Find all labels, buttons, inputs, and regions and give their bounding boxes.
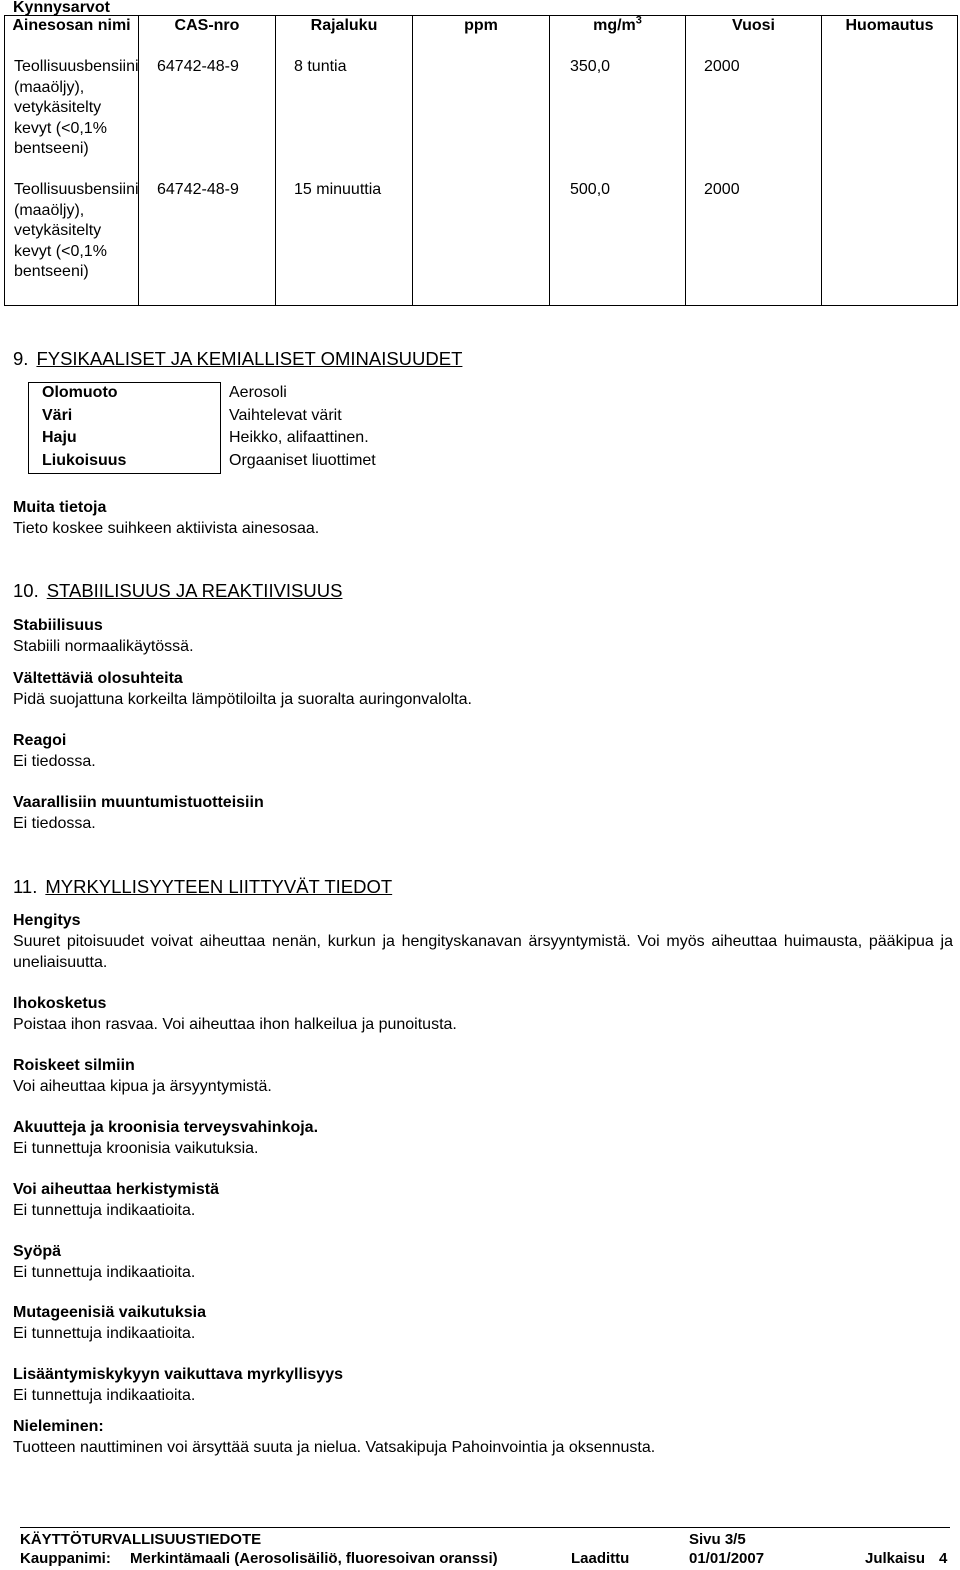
col-header-mgm3 (550, 16, 686, 58)
col-header-cas: CAS-nro (139, 16, 276, 58)
item-text: Ei tunnettuja kroonisia vaikutuksia. (13, 1140, 259, 1157)
item-text: Suuret pitoisuudet voivat aiheuttaa nenän, kurkun ja hengityskanavan ärsyyntymistä. Voi myös aiheuttaa huimausta, pääkipua ja uneliaisuutta. (13, 933, 953, 971)
cell-note (822, 171, 958, 305)
cell-name: Teollisuusbensiini (maaöljy), vetykäsitelty kevyt (<0,1% bentseeni) (5, 171, 139, 305)
item-text: Ei tunnettuja indikaatioita. (13, 1264, 196, 1281)
property-row (28, 382, 548, 405)
col-header-mgm3-text: mg/m (593, 17, 636, 34)
section-11-item (13, 1055, 953, 1097)
cell-year: 2000 (686, 57, 822, 171)
section-11-item (13, 1179, 953, 1221)
section-heading: STABIILISUUS JA REAKTIIVISUUS (46, 580, 343, 601)
cell-limit: 15 minuuttia (276, 171, 413, 305)
property-label: Väri (42, 406, 73, 424)
col-header-note: Huomautus (822, 16, 958, 58)
property-value: Aerosoli (229, 384, 287, 401)
item-text: Ei tunnettuja indikaatioita. (13, 1387, 196, 1404)
page-footer (20, 1527, 950, 1570)
item-text: Poistaa ihon rasvaa. Voi aiheuttaa ihon halkeilua ja punoitusta. (13, 1016, 457, 1033)
property-value: Heikko, alifaattinen. (229, 429, 369, 446)
item-heading: Syöpä (13, 1243, 62, 1260)
property-value: Orgaaniset liuottimet (229, 451, 376, 469)
section-heading: MYRKYLLISYYTEEN LIITTYVÄT TIEDOT (45, 876, 393, 897)
footer-doc-type: KÄYTTÖTURVALLISUUSTIEDOTE (20, 1531, 262, 1548)
property-label: Olomuoto (42, 384, 118, 401)
item-heading: Ihokosketus (13, 995, 107, 1012)
item-text: Tuotteen nauttiminen voi ärsyttää suuta ja nielua. Vatsakipuja Pahoinvointia ja oksennusta. (13, 1439, 656, 1456)
footer-prepared-label: Laadittu (571, 1550, 630, 1567)
item-heading: Mutageenisiä vaikutuksia (13, 1304, 206, 1321)
cell-ppm (413, 57, 550, 171)
section-10-title (13, 580, 342, 602)
property-row (28, 427, 548, 450)
cell-cas: 64742-48-9 (139, 171, 276, 305)
section-11-item (13, 1241, 953, 1283)
section-11-item (13, 910, 953, 973)
col-header-mgm3-sup: 3 (635, 14, 642, 27)
item-heading: Hengitys (13, 912, 81, 929)
item-text: Voi aiheuttaa kipua ja ärsyyntymistä. (13, 1078, 272, 1095)
physical-properties (28, 382, 548, 472)
cell-note (822, 57, 958, 171)
property-label: Haju (42, 429, 77, 446)
item-text: Ei tunnettuja indikaatioita. (13, 1202, 196, 1219)
item-heading: Vältettäviä olosuhteita (13, 670, 183, 687)
footer-line-1 (20, 1527, 950, 1548)
item-text: Ei tiedossa. (13, 753, 96, 770)
cell-year: 2000 (686, 171, 822, 305)
cell-limit: 8 tuntia (276, 57, 413, 171)
section-9-title (13, 348, 462, 370)
item-heading: Reagoi (13, 732, 67, 749)
footer-edition-label: Julkaisu (865, 1550, 926, 1567)
other-info (13, 497, 953, 539)
section-10-item (13, 615, 953, 657)
table-row (5, 171, 958, 305)
col-header-name: Ainesosan nimi (5, 16, 139, 58)
section-number: 11. (13, 876, 38, 897)
footer-edition-number: 4 (939, 1550, 948, 1567)
col-header-year: Vuosi (686, 16, 822, 58)
property-label: Liukoisuus (42, 451, 127, 469)
section-number: 10. (13, 580, 39, 601)
item-text: Pidä suojattuna korkeilta lämpötiloilta ja suoralta auringonvalolta. (13, 691, 472, 708)
section-10-item (13, 730, 953, 772)
property-row (28, 450, 548, 473)
section-11-item (13, 1302, 953, 1344)
cell-mgm3: 350,0 (550, 57, 686, 171)
col-header-limit: Rajaluku (276, 16, 413, 58)
item-text: Stabiili normaalikäytössä. (13, 638, 194, 655)
item-heading: Roiskeet silmiin (13, 1057, 135, 1074)
property-value: Vaihtelevat värit (229, 406, 342, 424)
exposure-limits-table (4, 15, 958, 306)
item-heading: Akuutteja ja kroonisia terveysvahinkoja. (13, 1119, 319, 1136)
section-11-item (13, 993, 953, 1035)
footer-line-2 (20, 1548, 950, 1570)
section-11-item (13, 1416, 953, 1458)
property-row (28, 405, 548, 428)
cell-mgm3: 500,0 (550, 171, 686, 305)
cell-cas: 64742-48-9 (139, 57, 276, 171)
table-header-row (5, 16, 958, 58)
section-heading: FYSIKAALISET JA KEMIALLISET OMINAISUUDET (36, 348, 463, 369)
section-11-item (13, 1117, 953, 1159)
item-heading: Muita tietoja (13, 499, 107, 516)
section-number: 9. (13, 348, 29, 369)
col-header-ppm: ppm (413, 16, 550, 58)
footer-trade-label: Kauppanimi: (20, 1550, 111, 1567)
item-heading: Lisääntymiskykyyn vaikuttava myrkyllisyys (13, 1366, 343, 1383)
section-11-item (13, 1364, 953, 1406)
item-heading: Vaarallisiin muuntumistuotteisiin (13, 794, 264, 811)
cell-ppm (413, 171, 550, 305)
footer-prepared-date: 01/01/2007 (689, 1550, 765, 1567)
item-text: Tieto koskee suihkeen aktiivista ainesosaa. (13, 520, 320, 537)
item-heading: Nieleminen: (13, 1418, 104, 1435)
section-10-item (13, 668, 953, 710)
cell-name: Teollisuusbensiini (maaöljy), vetykäsitelty kevyt (<0,1% bentseeni) (5, 57, 139, 171)
item-text: Ei tunnettuja indikaatioita. (13, 1325, 196, 1342)
exposure-limits-title: Kynnysarvot (13, 0, 110, 16)
section-10-item (13, 792, 953, 834)
item-heading: Voi aiheuttaa herkistymistä (13, 1181, 219, 1198)
footer-trade-name: Merkintämaali (Aerosolisäiliö, fluoresoivan oranssi) (130, 1550, 498, 1567)
item-text: Ei tiedossa. (13, 815, 96, 832)
item-heading: Stabiilisuus (13, 617, 103, 634)
footer-page-number: Sivu 3/5 (689, 1531, 746, 1548)
section-11-title (13, 876, 392, 898)
table-row (5, 57, 958, 171)
